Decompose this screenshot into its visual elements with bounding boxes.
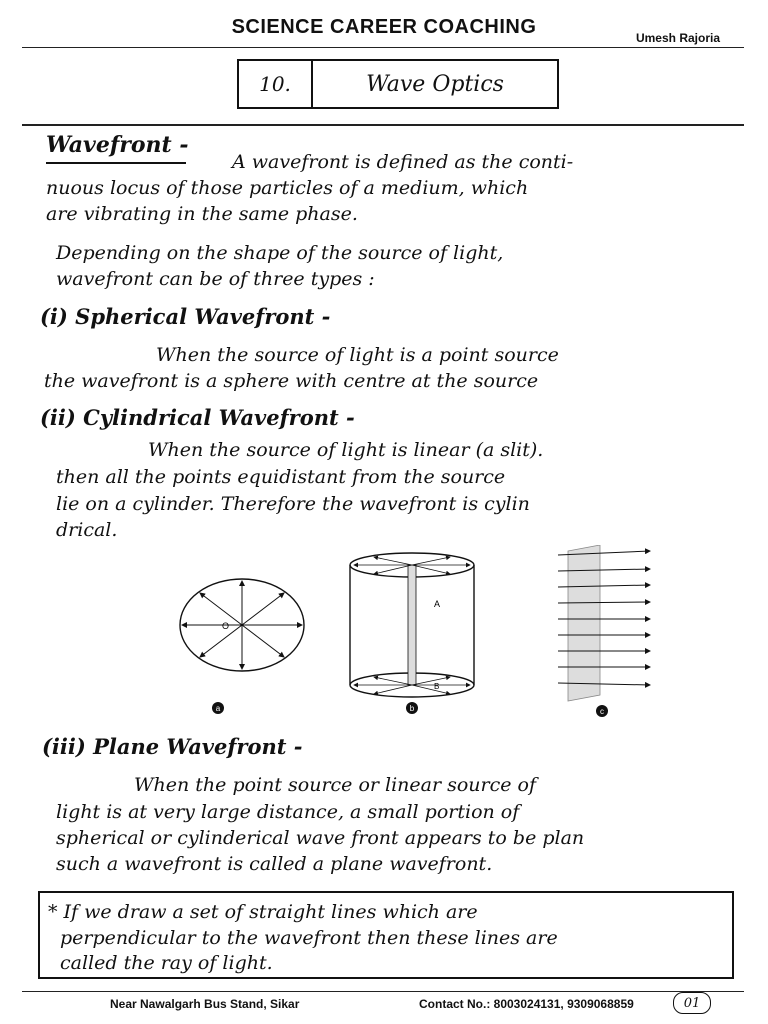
cylinder-label-a: A	[434, 599, 441, 609]
chapter-title: Wave Optics	[366, 71, 504, 97]
definition-line: A wavefront is defined as the conti-	[232, 151, 574, 173]
types-line: Depending on the shape of the source of light,	[56, 242, 504, 264]
cylindrical-heading: (ii) Cylindrical Wavefront -	[40, 405, 355, 430]
chapter-number: 10.	[239, 61, 313, 107]
wavefront-heading-underline	[46, 162, 186, 164]
note-line: * If we draw a set of straight lines which are	[48, 901, 478, 923]
note-line: perpendicular to the wavefront then these lines are	[60, 927, 558, 949]
cylindrical-line: When the source of light is linear (a slit).	[148, 439, 544, 461]
types-line: wavefront can be of three types :	[56, 268, 375, 290]
spherical-line: the wavefront is a sphere with centre at the source	[44, 370, 539, 392]
figure-label-a: a	[215, 704, 221, 713]
header-rule	[22, 47, 744, 48]
cylinder-label-b: B	[434, 682, 440, 691]
plane-wavefront-diagram	[558, 545, 650, 717]
cylindrical-line: then all the points equidistant from the source	[56, 466, 506, 488]
footer-contact: Contact No.: 8003024131, 9309068859	[419, 997, 634, 1011]
figure-label-b: b	[409, 704, 415, 713]
plane-line: When the point source or linear source of	[134, 774, 537, 796]
chapter-box	[237, 59, 559, 109]
author-name: Umesh Rajoria	[635, 31, 720, 45]
plane-line: such a wavefront is called a plane wavefront.	[56, 853, 493, 875]
wavefront-heading: Wavefront -	[46, 132, 189, 158]
footer-rule	[22, 991, 744, 992]
spherical-wavefront-diagram	[180, 579, 304, 714]
page-title: SCIENCE CAREER COACHING	[231, 16, 537, 38]
chapter-rule	[22, 124, 744, 126]
plane-heading: (iii) Plane Wavefront -	[42, 734, 303, 759]
center-label: O	[222, 621, 230, 631]
definition-line: nuous locus of those particles of a medium, which	[46, 177, 529, 199]
wavefront-figures	[160, 545, 680, 725]
note-line: called the ray of light.	[60, 952, 273, 974]
footer-address: Near Nawalgarh Bus Stand, Sikar	[110, 997, 300, 1011]
plane-line: light is at very large distance, a small portion of	[56, 801, 520, 823]
plane-line: spherical or cylinderical wave front appears to be plan	[56, 827, 585, 849]
cylindrical-wavefront-diagram	[350, 553, 474, 714]
spherical-line: When the source of light is a point source	[156, 344, 559, 366]
spherical-heading: (i) Spherical Wavefront -	[40, 304, 331, 329]
page-number: 01	[673, 992, 711, 1014]
definition-line: are vibrating in the same phase.	[46, 203, 358, 225]
cylindrical-line: drical.	[56, 519, 118, 541]
cylindrical-line: lie on a cylinder. Therefore the wavefront is cylin	[56, 493, 530, 515]
figure-label-c: c	[600, 707, 604, 716]
